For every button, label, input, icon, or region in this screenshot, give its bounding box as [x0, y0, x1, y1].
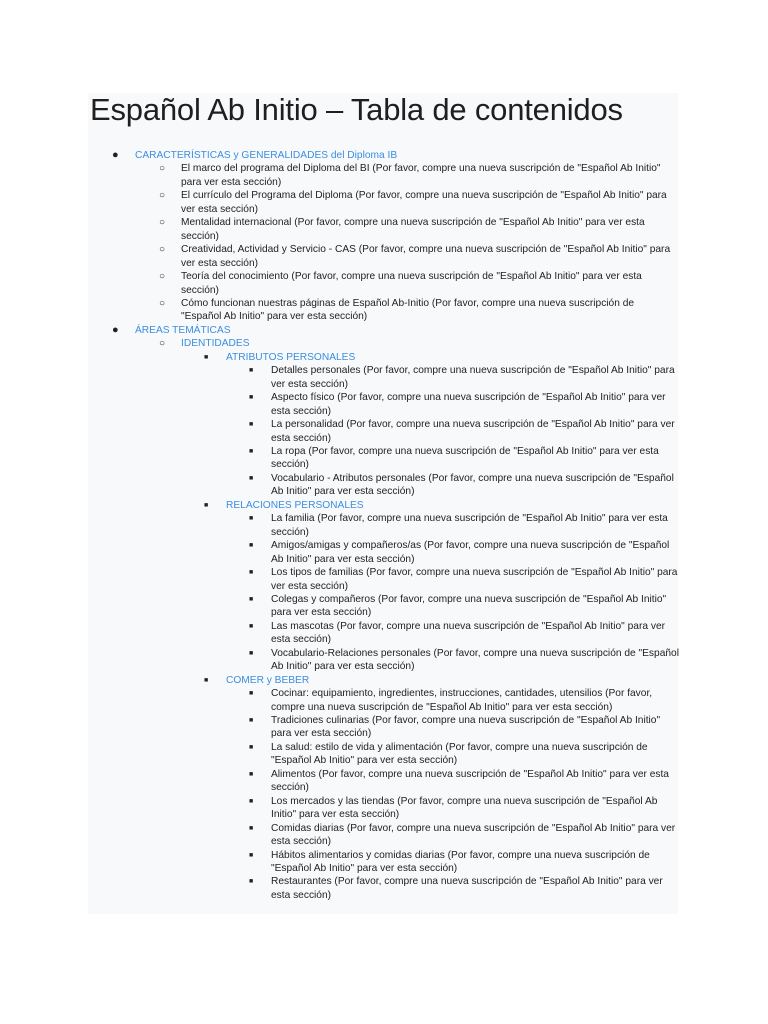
toc-item-text: La ropa (Por favor, compre una nueva suscripción de "Español Ab Initio" para ver esta sección) — [271, 445, 659, 471]
bullet-square-icon: ■ — [249, 743, 254, 751]
toc-item-text: Vocabulario-Relaciones personales (Por favor, compre una nueva suscripción de "Español Ab Initio" para ver esta sección) — [271, 647, 679, 673]
toc-section-caracteristicas[interactable] — [0, 149, 670, 162]
bullet-square-icon: ■ — [249, 421, 254, 429]
toc-section-link[interactable]: ÁREAS TEMÁTICAS — [135, 324, 231, 336]
bullet-hollow-icon: ○ — [159, 217, 166, 229]
toc-item[interactable] — [0, 512, 679, 539]
toc-item[interactable] — [0, 566, 679, 593]
bullet-square-icon: ■ — [249, 824, 254, 832]
toc-section-areas-tematicas[interactable] — [0, 324, 670, 337]
toc-group-atributos-personales[interactable] — [0, 351, 676, 364]
toc-item-text: Aspecto físico (Por favor, compre una nueva suscripción de "Español Ab Initio" para ver esta sección) — [271, 392, 666, 417]
toc-item-text: Comidas diarias (Por favor, compre una nueva suscripción de "Español Ab Initio" para ver esta sección) — [271, 822, 676, 848]
toc-item-text: Colegas y compañeros (Por favor, compre una nueva suscripción de "Español Ab Initio" para ver esta sección) — [271, 593, 667, 619]
toc-group-comer-y-beber[interactable] — [0, 674, 676, 687]
bullet-square-icon: ■ — [249, 717, 254, 725]
toc-item[interactable] — [0, 620, 679, 647]
toc-item-text: Tradiciones culinarias (Por favor, compre una nueva suscripción de "Español Ab Initio" para ver esta sección) — [271, 715, 661, 740]
bullet-square-icon: ■ — [249, 770, 254, 778]
toc-group-relaciones-personales[interactable] — [0, 499, 676, 512]
toc-item-text: Restaurantes (Por favor, compre una nueva suscripción de "Español Ab Initio" para ver esta sección) — [271, 876, 663, 901]
toc-item[interactable] — [0, 391, 679, 418]
toc-item[interactable] — [0, 647, 679, 674]
toc-item-text: El currículo del Programa del Diploma (Por favor, compre una nueva suscripción de "Español Ab Initio" para ver esta sección) — [181, 190, 667, 215]
toc-item-text: La familia (Por favor, compre una nueva suscripción de "Español Ab Initio" para ver esta sección) — [271, 513, 668, 538]
toc-item[interactable] — [0, 162, 675, 189]
toc-item[interactable] — [0, 243, 675, 270]
bullet-hollow-icon: ○ — [159, 190, 166, 202]
toc-item-text: Alimentos (Por favor, compre una nueva suscripción de "Español Ab Initio" para ver esta sección) — [271, 768, 669, 794]
bullet-square-icon: ■ — [249, 367, 254, 375]
toc-item-text: Las mascotas (Por favor, compre una nueva suscripción de "Español Ab Initio" para ver esta sección) — [271, 620, 665, 646]
toc-item-text: Mentalidad internacional (Por favor, compre una nueva suscripción de "Español Ab Initio" para ver esta sección) — [181, 217, 645, 242]
bullet-filled-icon: ● — [112, 323, 119, 336]
toc-item-text: Amigos/amigas y compañeros/as (Por favor, compre una nueva suscripción de "Español Ab Initio" para ver esta sección) — [271, 540, 670, 565]
toc-item[interactable] — [0, 189, 675, 216]
bullet-square-icon: ■ — [204, 676, 209, 684]
toc-item[interactable] — [0, 687, 679, 714]
bullet-square-icon: ■ — [249, 569, 254, 577]
bullet-square-icon: ■ — [249, 474, 254, 482]
bullet-hollow-icon: ○ — [159, 338, 166, 350]
toc-item[interactable] — [0, 472, 679, 499]
toc-item-text: Creatividad, Actividad y Servicio - CAS (Por favor, compre una nueva suscripción de "Español Ab Initio" para ver esta sección) — [181, 244, 671, 269]
bullet-hollow-icon: ○ — [159, 163, 166, 175]
bullet-square-icon: ■ — [204, 353, 209, 361]
toc-item-text: Cómo funcionan nuestras páginas de Español Ab-Initio (Por favor, compre una nueva suscripción de "Español Ab Initio" para ver esta sección) — [181, 297, 635, 323]
toc-item-text: El marco del programa del Diploma del BI (Por favor, compre una nueva suscripción de "Español Ab Initio" para ver esta sección) — [181, 163, 661, 188]
toc-item[interactable] — [0, 795, 679, 822]
bullet-square-icon: ■ — [204, 501, 209, 509]
toc-item[interactable] — [0, 714, 679, 741]
toc-item-text: Los mercados y las tiendas (Por favor, compre una nueva suscripción de "Español Ab Initio" para ver esta sección) — [271, 795, 658, 821]
toc-item[interactable] — [0, 849, 679, 876]
toc-item-text: Detalles personales (Por favor, compre una nueva suscripción de "Español Ab Initio" para ver esta sección) — [271, 365, 675, 390]
bullet-hollow-icon: ○ — [159, 297, 166, 309]
toc-item[interactable] — [0, 216, 675, 243]
bullet-square-icon: ■ — [249, 542, 254, 550]
bullet-hollow-icon: ○ — [159, 271, 166, 283]
bullet-square-icon: ■ — [249, 622, 254, 630]
bullet-square-icon: ■ — [249, 595, 254, 603]
toc-item-text: Los tipos de familias (Por favor, compre una nueva suscripción de "Español Ab Initio" para ver esta sección) — [271, 567, 678, 592]
toc-item[interactable] — [0, 297, 675, 324]
toc-group-link[interactable]: COMER y BEBER — [226, 674, 310, 686]
toc-item[interactable] — [0, 270, 675, 297]
bullet-square-icon: ■ — [249, 878, 254, 886]
toc-item[interactable] — [0, 741, 679, 768]
toc-item[interactable] — [0, 445, 679, 472]
toc-item[interactable] — [0, 593, 679, 620]
bullet-square-icon: ■ — [249, 394, 254, 402]
bullet-square-icon: ■ — [249, 447, 254, 455]
toc-group-link[interactable]: RELACIONES PERSONALES — [226, 499, 364, 511]
toc-item-text: Vocabulario - Atributos personales (Por favor, compre una nueva suscripción de "Español Ab Initio" para ver esta sección) — [271, 472, 674, 498]
toc-item-text: Teoría del conocimiento (Por favor, compre una nueva suscripción de "Español Ab Initio" para ver esta sección) — [181, 271, 642, 296]
toc-group-link[interactable]: ATRIBUTOS PERSONALES — [226, 351, 356, 363]
toc-subsection-link[interactable]: IDENTIDADES — [181, 338, 250, 350]
toc-item[interactable] — [0, 768, 679, 795]
page-title: Español Ab Initio – Tabla de contenidos — [90, 92, 623, 127]
bullet-filled-icon: ● — [112, 149, 119, 161]
bullet-square-icon: ■ — [249, 797, 254, 805]
toc-item-text: Hábitos alimentarios y comidas diarias (Por favor, compre una nueva suscripción de "Español Ab Initio" para ver esta sección) — [271, 849, 650, 875]
toc-item-text: La personalidad (Por favor, compre una nueva suscripción de "Español Ab Initio" para ver esta sección) — [271, 419, 675, 444]
bullet-square-icon: ■ — [249, 515, 254, 523]
toc-item[interactable] — [0, 822, 679, 849]
table-of-contents — [0, 148, 768, 902]
bullet-square-icon: ■ — [249, 649, 254, 657]
bullet-square-icon: ■ — [249, 851, 254, 859]
bullet-square-icon: ■ — [249, 690, 254, 698]
toc-item[interactable] — [0, 539, 679, 566]
bullet-hollow-icon: ○ — [159, 244, 166, 256]
toc-item[interactable] — [0, 418, 679, 445]
toc-section-link[interactable]: CARACTERÍSTICAS y GENERALIDADES del Diploma IB — [135, 150, 398, 161]
toc-item-text: Cocinar: equipamiento, ingredientes, instrucciones, cantidades, utensilios (Por favor, compre una nueva suscripción de "Español Ab Initio" para ver esta sección) — [271, 688, 653, 713]
toc-item-text: La salud: estilo de vida y alimentación (Por favor, compre una nueva suscripción de "Español Ab Initio" para ver esta sección) — [271, 741, 648, 767]
toc-item[interactable] — [0, 364, 679, 391]
toc-subsection-identidades[interactable] — [0, 337, 675, 350]
toc-item[interactable] — [0, 875, 679, 902]
